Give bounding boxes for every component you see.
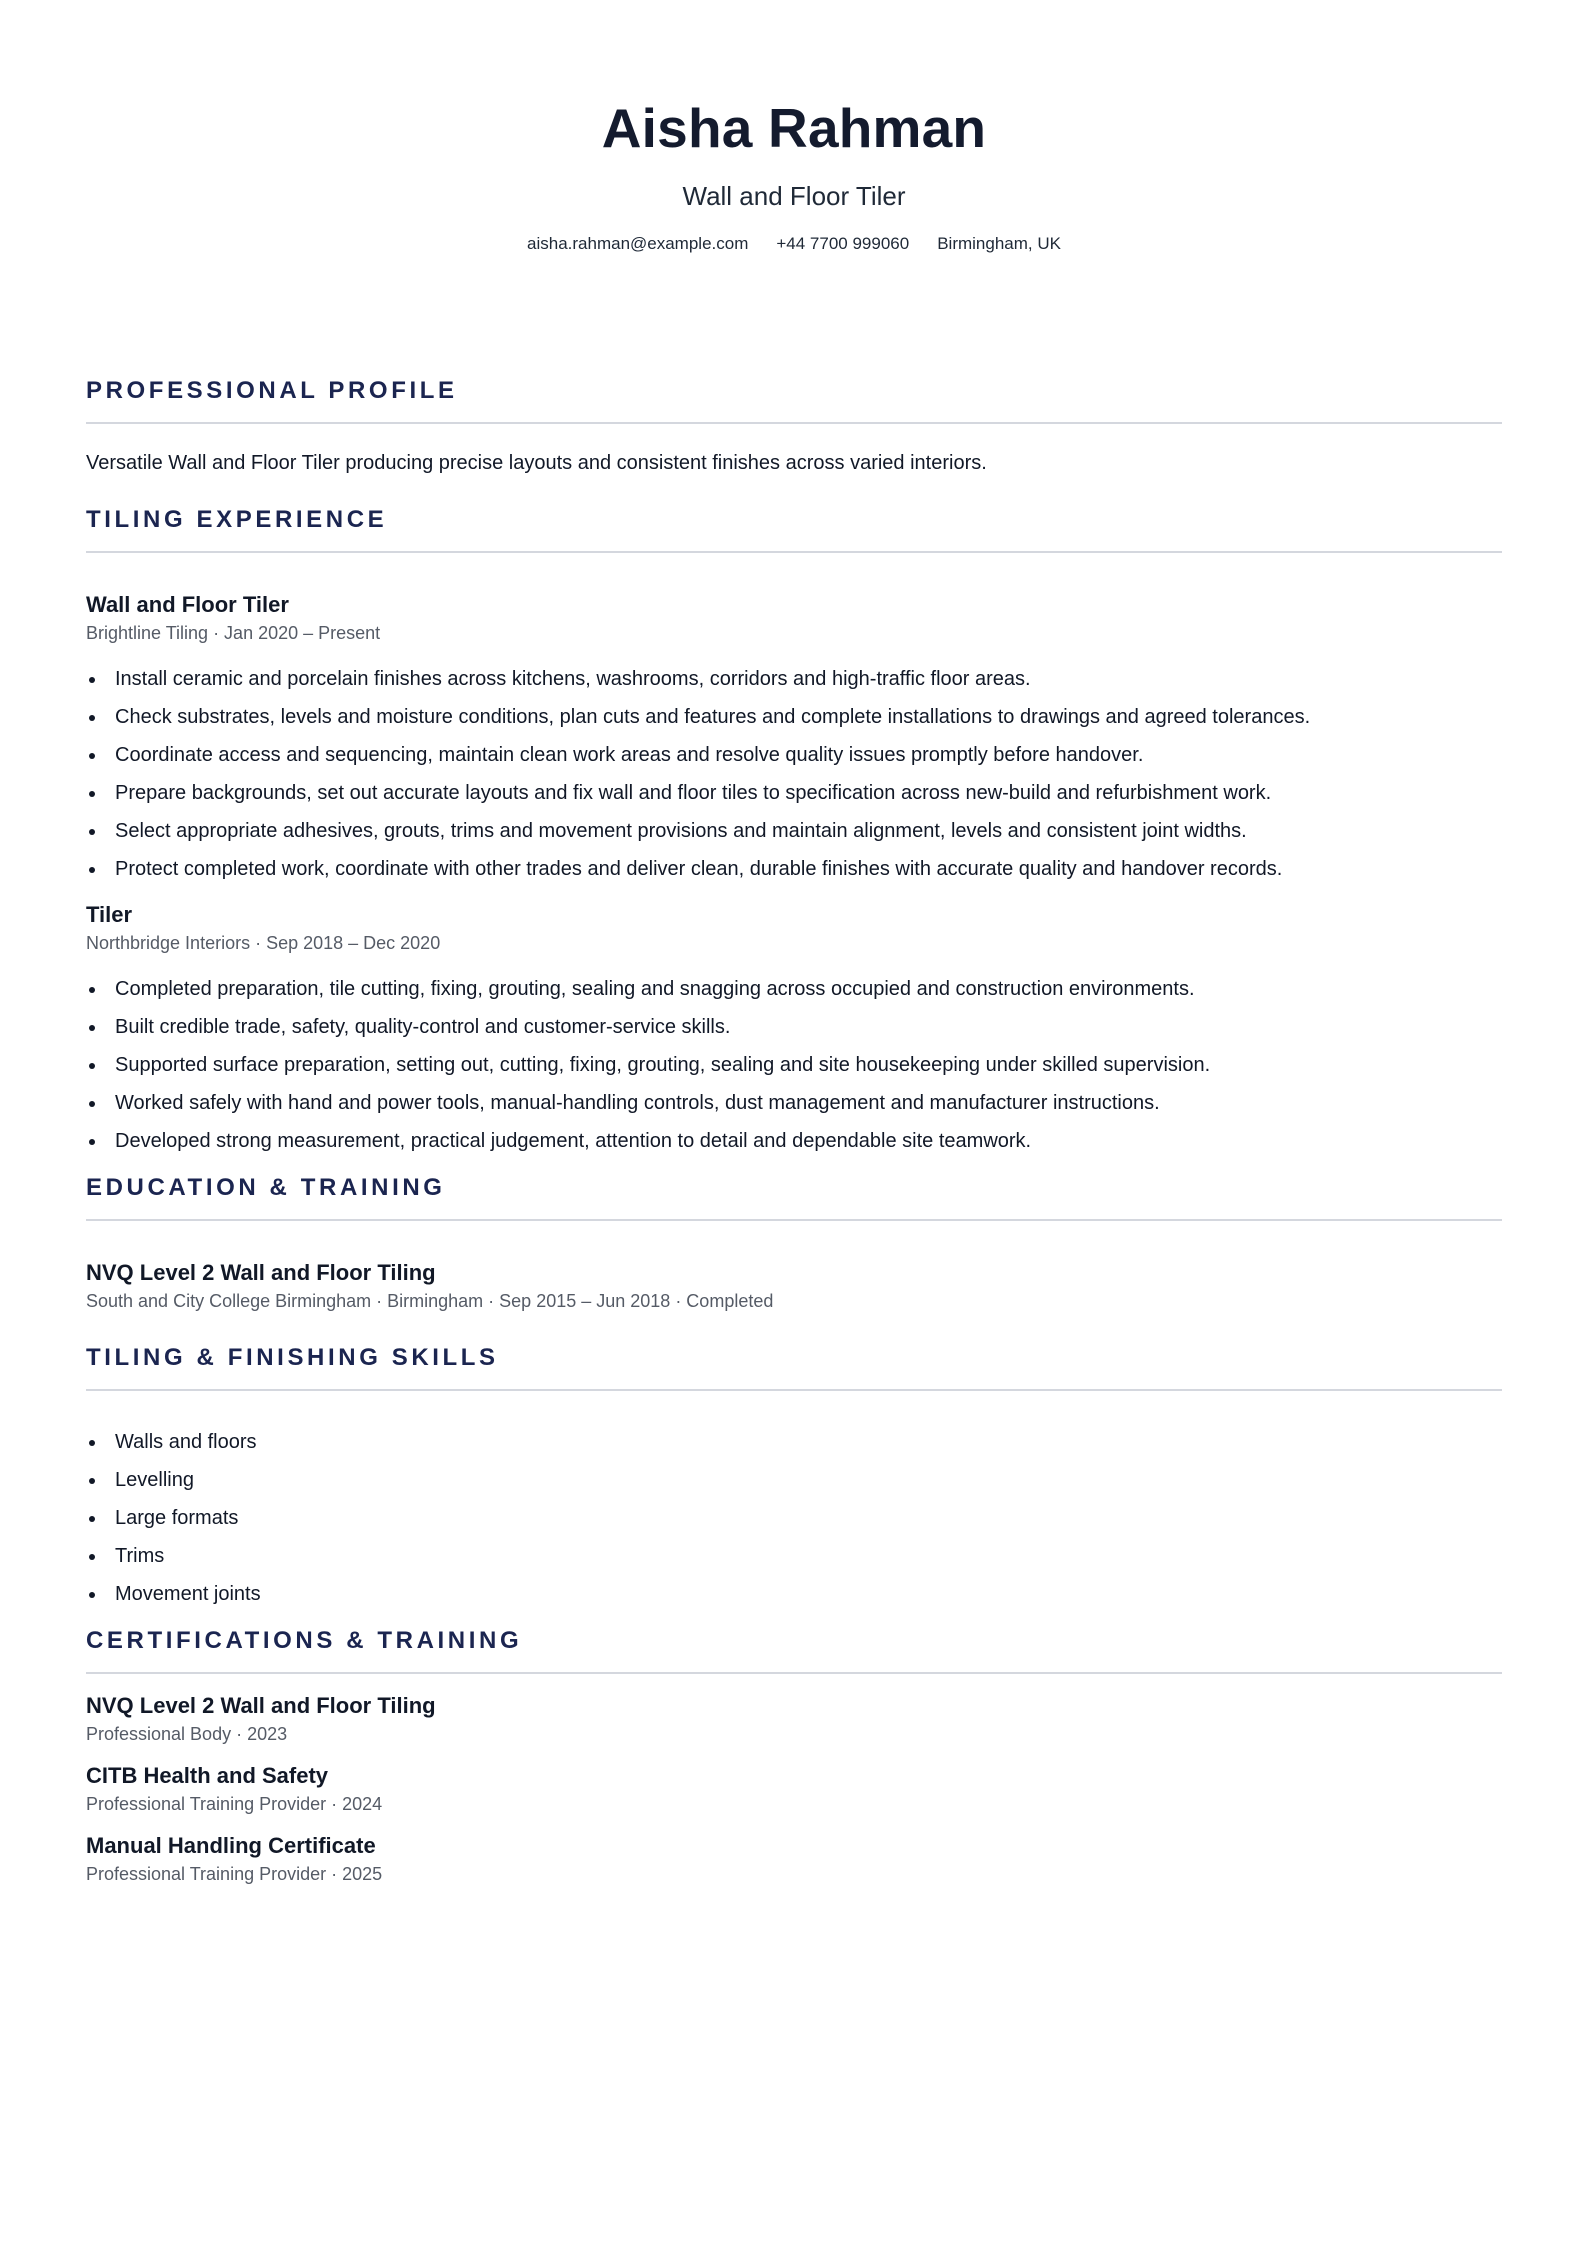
profile-section — [86, 376, 1502, 477]
skills-section — [86, 1343, 1502, 1608]
job-title: Wall and Floor Tiler — [86, 592, 289, 617]
list-item: Trims — [86, 1542, 1502, 1570]
experience-section — [86, 505, 1502, 1155]
certification-title: NVQ Level 2 Wall and Floor Tiling — [86, 1693, 436, 1718]
certification-meta: Professional Body · 2023 — [86, 1724, 288, 1744]
section-divider — [86, 1672, 1502, 1674]
certification-entry — [86, 1832, 1502, 1886]
education-entry — [86, 1259, 1502, 1313]
resume-header — [86, 0, 1502, 254]
education-section — [86, 1173, 1502, 1313]
section-heading: CERTIFICATIONS & TRAINING — [86, 1627, 523, 1654]
list-item: Protect completed work, coordinate with other trades and deliver clean, durable finishes with accurate quality and handover records. — [86, 855, 1502, 883]
section-heading: TILING EXPERIENCE — [86, 506, 388, 533]
education-meta: South and City College Birmingham · Birmingham · Sep 2015 – Jun 2018 · Completed — [86, 1291, 774, 1311]
job-bullets — [86, 665, 1502, 883]
candidate-name: Aisha Rahman — [601, 97, 987, 159]
list-item: Supported surface preparation, setting out, cutting, fixing, grouting, sealing and site housekeeping under skilled supervision. — [86, 1051, 1502, 1079]
job-meta: Brightline Tiling · Jan 2020 – Present — [86, 623, 381, 643]
job-bullets — [86, 975, 1502, 1155]
education-title: NVQ Level 2 Wall and Floor Tiling — [86, 1260, 436, 1285]
certification-entry — [86, 1762, 1502, 1816]
job-entry — [86, 901, 1502, 1155]
list-item: Developed strong measurement, practical judgement, attention to detail and dependable site teamwork. — [86, 1127, 1502, 1155]
section-heading: PROFESSIONAL PROFILE — [86, 377, 458, 404]
list-item: Coordinate access and sequencing, maintain clean work areas and resolve quality issues promptly before handover. — [86, 741, 1502, 769]
certification-meta: Professional Training Provider · 2024 — [86, 1794, 383, 1814]
job-meta: Northbridge Interiors · Sep 2018 – Dec 2020 — [86, 933, 441, 953]
section-divider — [86, 1389, 1502, 1391]
profile-text: Versatile Wall and Floor Tiler producing precise layouts and consistent finishes across varied interiors. — [86, 452, 987, 474]
list-item: Levelling — [86, 1466, 1502, 1494]
list-item: Built credible trade, safety, quality-control and customer-service skills. — [86, 1013, 1502, 1041]
certification-entry — [86, 1692, 1502, 1746]
candidate-title: Wall and Floor Tiler — [682, 181, 906, 211]
contact-location: Birmingham, UK — [937, 234, 1061, 253]
list-item: Prepare backgrounds, set out accurate layouts and fix wall and floor tiles to specification across new-build and refurbishment work. — [86, 779, 1502, 807]
list-item: Select appropriate adhesives, grouts, trims and movement provisions and maintain alignment, levels and consistent joint widths. — [86, 817, 1502, 845]
certification-meta: Professional Training Provider · 2025 — [86, 1864, 383, 1884]
section-heading: EDUCATION & TRAINING — [86, 1174, 446, 1201]
list-item: Install ceramic and porcelain finishes across kitchens, washrooms, corridors and high-traffic floor areas. — [86, 665, 1502, 693]
certification-title: CITB Health and Safety — [86, 1763, 329, 1788]
list-item: Movement joints — [86, 1580, 1502, 1608]
list-item: Check substrates, levels and moisture conditions, plan cuts and features and complete installations to drawings and agreed tolerances. — [86, 703, 1502, 731]
section-divider — [86, 1219, 1502, 1221]
contact-phone: +44 7700 999060 — [776, 234, 910, 253]
certification-title: Manual Handling Certificate — [86, 1833, 376, 1858]
certifications-section — [86, 1626, 1502, 1886]
certifications-list — [86, 1692, 1502, 1886]
list-item: Worked safely with hand and power tools, manual-handling controls, dust management and manufacturer instructions. — [86, 1089, 1502, 1117]
list-item: Large formats — [86, 1504, 1502, 1532]
section-divider — [86, 422, 1502, 424]
section-divider — [86, 551, 1502, 553]
skills-list — [86, 1428, 1502, 1608]
list-item: Completed preparation, tile cutting, fixing, grouting, sealing and snagging across occupied and construction environments. — [86, 975, 1502, 1003]
section-heading: TILING & FINISHING SKILLS — [86, 1344, 499, 1371]
list-item: Walls and floors — [86, 1428, 1502, 1456]
contact-email: aisha.rahman@example.com — [527, 234, 749, 253]
job-title: Tiler — [86, 902, 133, 927]
contact-line — [86, 234, 1502, 254]
job-entry — [86, 591, 1502, 883]
